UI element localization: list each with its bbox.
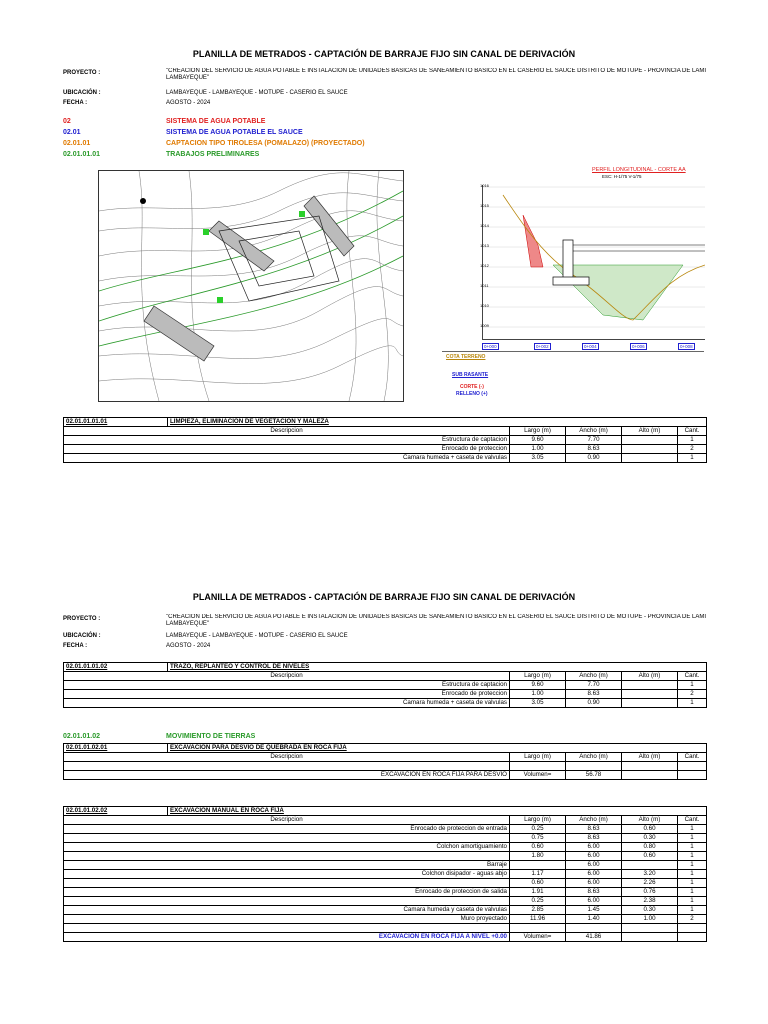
t4-r4-alto <box>622 861 678 870</box>
t1-r2-largo: 3.05 <box>510 454 566 463</box>
station-4: 0+008 <box>680 344 693 349</box>
t4-empty-largo <box>510 924 566 933</box>
t4-r10-desc: Muro proyectado <box>64 915 510 924</box>
t2-r1-cant: 2 <box>678 690 707 699</box>
t4-r0-desc: Enrocado de proteccion de entrada <box>64 825 510 834</box>
row-sub-rasante: SUB RASANTE <box>452 372 489 378</box>
sheet1-title: PLANILLA DE METRADOS - CAPTACIÓN DE BARRAJE FIJO SIN CANAL DE DERIVACIÓN <box>192 49 576 59</box>
t2-r0-ancho: 7.70 <box>566 681 622 690</box>
t4-r0-largo: 0.25 <box>510 825 566 834</box>
t4-r9-alto: 0.30 <box>622 906 678 915</box>
t4-r8-cant: 1 <box>678 897 707 906</box>
table-excavacion-desvio <box>63 743 707 780</box>
station-1: 0+002 <box>536 344 549 349</box>
station-2: 0+004 <box>584 344 597 349</box>
t1-r1-cant: 2 <box>678 445 707 454</box>
proyecto-label-2: PROYECTO : <box>63 616 101 622</box>
t1-r2-desc: Camara humeda + caseta de valvulas <box>64 454 510 463</box>
table-trazo <box>63 662 707 708</box>
t1-code: 02.01.01.01.01 <box>64 418 168 427</box>
t4-code: 02.01.01.02.02 <box>64 807 168 816</box>
t3-empty-desc <box>64 762 510 771</box>
t4-r3-alto: 0.60 <box>622 852 678 861</box>
t4-r6-largo: 0.60 <box>510 879 566 888</box>
t3-empty-alto <box>622 762 678 771</box>
proyecto-line1-2: "CREACION DEL SERVICIO DE AGUA POTABLE E INSTALACIÓN DE UNIDADES BASICAS DE SANEAMIENTO BASICO EN EL CASERIO EL SAUCE DISTRITO DE MOTUPE - PROVINCIA DE LAMI <box>166 614 706 620</box>
table-row <box>64 690 707 699</box>
profile-title: PERFIL LONGITUDINAL - CORTE AA <box>592 167 686 173</box>
table-row <box>64 825 707 834</box>
fecha-label: FECHA : <box>63 100 88 106</box>
t4-r10-alto: 1.00 <box>622 915 678 924</box>
t4-r1-desc <box>64 834 510 843</box>
t4-empty-desc <box>64 924 510 933</box>
t4-r3-largo: 1.80 <box>510 852 566 861</box>
t2-name: TRAZO, REPLANTEO Y CONTROL DE NIVELES <box>168 663 707 672</box>
hier-name-3: TRABAJOS PRELIMINARES <box>166 151 260 158</box>
t4-r4-ancho: 6.00 <box>566 861 622 870</box>
t4-r6-desc <box>64 879 510 888</box>
t4-r10-largo: 11.96 <box>510 915 566 924</box>
table-row <box>64 771 707 780</box>
t4-total-cant <box>678 933 707 942</box>
table-limpieza <box>63 417 707 463</box>
t4-empty-alto <box>622 924 678 933</box>
t3-empty-cant <box>678 762 707 771</box>
table-row <box>64 681 707 690</box>
t1-r1-ancho: 8.63 <box>566 445 622 454</box>
t4-r9-desc: Camara humeda y caseta de valvulas <box>64 906 510 915</box>
t2-r0-largo: 9.60 <box>510 681 566 690</box>
profile-drawing <box>442 165 706 402</box>
t4-r5-largo: 1.17 <box>510 870 566 879</box>
proyecto-label: PROYECTO : <box>63 70 101 76</box>
t2-h-cant: Cant. <box>678 672 707 681</box>
profile-plot <box>482 185 705 340</box>
t4-empty-cant <box>678 924 707 933</box>
t4-r8-alto: 2.38 <box>622 897 678 906</box>
elev-3: 1013 <box>480 243 489 248</box>
section-name: MOVIMIENTO DE TIERRAS <box>166 733 256 740</box>
t3-h-ancho: Ancho (m) <box>566 753 622 762</box>
fecha-value-2: AGOSTO - 2024 <box>166 643 211 649</box>
t4-r9-ancho: 1.45 <box>566 906 622 915</box>
t4-r4-largo <box>510 861 566 870</box>
t3-vol-value: 56.78 <box>566 771 622 780</box>
t4-r0-alto: 0.60 <box>622 825 678 834</box>
t2-r1-largo: 1.00 <box>510 690 566 699</box>
t2-r0-desc: Estructura de captacion <box>64 681 510 690</box>
t4-h-alto: Alto (m) <box>622 816 678 825</box>
station-0: 0+000 <box>484 344 497 349</box>
elev-2: 1014 <box>480 223 489 228</box>
t1-r2-ancho: 0.90 <box>566 454 622 463</box>
t4-r7-largo: 1.91 <box>510 888 566 897</box>
site-plan-svg <box>99 171 403 401</box>
t2-r2-cant: 1 <box>678 699 707 708</box>
t2-r1-desc: Enrocado de proteccion <box>64 690 510 699</box>
table-row <box>64 852 707 861</box>
table-row <box>64 445 707 454</box>
t3-name: EXCAVACION PARA DESVIO DE QUEBRADA EN ROCA FIJA <box>168 744 707 753</box>
elev-1: 1015 <box>480 203 489 208</box>
t2-r1-ancho: 8.63 <box>566 690 622 699</box>
table-row <box>64 861 707 870</box>
elev-0: 1016 <box>480 183 489 188</box>
table-row <box>64 906 707 915</box>
t2-r0-cant: 1 <box>678 681 707 690</box>
ubicacion-value: LAMBAYEQUE - LAMBAYEQUE - MOTUPE - CASERIO EL SAUCE <box>166 90 348 96</box>
t2-h-ancho: Ancho (m) <box>566 672 622 681</box>
t1-r0-ancho: 7.70 <box>566 436 622 445</box>
table-row <box>64 924 707 933</box>
table-row <box>64 915 707 924</box>
t4-r3-cant: 1 <box>678 852 707 861</box>
table-row <box>64 834 707 843</box>
t4-r8-ancho: 6.00 <box>566 897 622 906</box>
t4-r6-ancho: 6.00 <box>566 879 622 888</box>
row-cota-terreno: COTA TERRENO <box>446 354 486 360</box>
t4-r9-cant: 1 <box>678 906 707 915</box>
t3-h-alto: Alto (m) <box>622 753 678 762</box>
t4-r5-desc: Colchon disipador - aguas abjo <box>64 870 510 879</box>
t4-r2-desc: Colchon amortiguamiento <box>64 843 510 852</box>
t4-r7-alto: 0.76 <box>622 888 678 897</box>
t4-r4-desc: Barraje <box>64 861 510 870</box>
t1-r1-alto <box>622 445 678 454</box>
row-corte: CORTE (-) <box>460 384 484 390</box>
table-row <box>64 879 707 888</box>
t1-r0-desc: Estructura de captacion <box>64 436 510 445</box>
t4-r2-largo: 0.60 <box>510 843 566 852</box>
t4-h-ancho: Ancho (m) <box>566 816 622 825</box>
ubicacion-label-2: UBICACIÓN : <box>63 633 101 639</box>
t4-r2-alto: 0.80 <box>622 843 678 852</box>
t2-r2-ancho: 0.90 <box>566 699 622 708</box>
profile-scale: ESC: H-1/75 V-1/75 <box>602 174 642 179</box>
t3-total-cant <box>678 771 707 780</box>
t2-r2-largo: 3.05 <box>510 699 566 708</box>
t4-r4-cant: 1 <box>678 861 707 870</box>
elev-4: 1012 <box>480 263 489 268</box>
elev-5: 1011 <box>480 283 489 288</box>
t4-r7-desc: Enrocado de proteccion de salida <box>64 888 510 897</box>
proyecto-line2-2: LAMBAYEQUE" <box>166 621 210 627</box>
t1-r2-alto <box>622 454 678 463</box>
t1-r1-largo: 1.00 <box>510 445 566 454</box>
t4-h-cant: Cant. <box>678 816 707 825</box>
t4-r2-cant: 1 <box>678 843 707 852</box>
t3-total-label: EXCAVACION EN ROCA FIJA PARA DESVIO <box>64 771 510 780</box>
t4-r1-largo: 0.75 <box>510 834 566 843</box>
t3-empty-largo <box>510 762 566 771</box>
t4-name: EXCAVACION MANUAL EN ROCA FIJA <box>168 807 707 816</box>
t4-r9-largo: 2.85 <box>510 906 566 915</box>
t4-r0-cant: 1 <box>678 825 707 834</box>
t4-empty-ancho <box>566 924 622 933</box>
t4-r0-ancho: 8.63 <box>566 825 622 834</box>
table-row <box>64 933 707 942</box>
hier-name-2: CAPTACION TIPO TIROLESA (POMALAZO) (PROYECTADO) <box>166 140 365 147</box>
hier-name-1: SISTEMA DE AGUA POTABLE EL SAUCE <box>166 129 303 136</box>
t1-r2-cant: 1 <box>678 454 707 463</box>
hier-code-2: 02.01.01 <box>63 140 91 147</box>
t2-h-largo: Largo (m) <box>510 672 566 681</box>
t3-h-largo: Largo (m) <box>510 753 566 762</box>
t3-h-desc: Descripcion <box>64 753 510 762</box>
t4-r8-desc <box>64 897 510 906</box>
t3-vol-label: Volumen= <box>510 771 566 780</box>
t2-r1-alto <box>622 690 678 699</box>
station-3: 0+006 <box>632 344 645 349</box>
t4-body <box>64 825 707 924</box>
t1-h-largo: Largo (m) <box>510 427 566 436</box>
table-row <box>64 454 707 463</box>
t2-r2-desc: Camara humeda + caseta de valvulas <box>64 699 510 708</box>
fecha-value: AGOSTO - 2024 <box>166 100 211 106</box>
t4-r2-ancho: 6.00 <box>566 843 622 852</box>
profile-svg <box>483 185 705 339</box>
ubicacion-label: UBICACIÓN : <box>63 90 101 96</box>
elev-7: 1009 <box>480 323 489 328</box>
t4-r1-ancho: 8.63 <box>566 834 622 843</box>
t1-h-alto: Alto (m) <box>622 427 678 436</box>
t4-total-label: EXCAVACION EN ROCA FIJA A NIVEL +0.00 <box>64 933 510 942</box>
sheet2-title: PLANILLA DE METRADOS - CAPTACIÓN DE BARRAJE FIJO SIN CANAL DE DERIVACIÓN <box>192 592 576 602</box>
t2-r2-alto <box>622 699 678 708</box>
t1-h-ancho: Ancho (m) <box>566 427 622 436</box>
table-row <box>64 699 707 708</box>
hier-code-0: 02 <box>63 118 71 125</box>
table-row <box>64 762 707 771</box>
t4-vol-value: 41.86 <box>566 933 622 942</box>
t1-name: LIMPIEZA, ELIMINACION DE VEGETACION Y MALEZA <box>168 418 707 427</box>
t1-h-desc: Descripcion <box>64 427 510 436</box>
t4-r10-cant: 2 <box>678 915 707 924</box>
t4-total-alto <box>622 933 678 942</box>
t1-r0-alto <box>622 436 678 445</box>
t4-r3-ancho: 6.00 <box>566 852 622 861</box>
ubicacion-value-2: LAMBAYEQUE - LAMBAYEQUE - MOTUPE - CASERIO EL SAUCE <box>166 633 348 639</box>
hier-code-3: 02.01.01.01 <box>63 151 100 158</box>
row-relleno: RELLENO (+) <box>456 391 488 397</box>
t4-r5-cant: 1 <box>678 870 707 879</box>
t4-r5-alto: 3.20 <box>622 870 678 879</box>
section-code: 02.01.01.02 <box>63 733 100 740</box>
hier-code-1: 02.01 <box>63 129 81 136</box>
table-row <box>64 897 707 906</box>
table-row <box>64 870 707 879</box>
hier-name-0: SISTEMA DE AGUA POTABLE <box>166 118 266 125</box>
t4-r5-ancho: 6.00 <box>566 870 622 879</box>
t4-h-desc: Descripcion <box>64 816 510 825</box>
table-row <box>64 888 707 897</box>
t3-h-cant: Cant. <box>678 753 707 762</box>
profile-table <box>442 351 704 400</box>
t4-h-largo: Largo (m) <box>510 816 566 825</box>
t2-h-desc: Descripcion <box>64 672 510 681</box>
t4-r1-alto: 0.30 <box>622 834 678 843</box>
t4-r1-cant: 1 <box>678 834 707 843</box>
t4-r6-cant: 1 <box>678 879 707 888</box>
t4-r7-cant: 1 <box>678 888 707 897</box>
t1-r1-desc: Enrocado de proteccion <box>64 445 510 454</box>
proyecto-line2: LAMBAYEQUE" <box>166 75 210 81</box>
t3-code: 02.01.01.02.01 <box>64 744 168 753</box>
t4-r7-ancho: 8.63 <box>566 888 622 897</box>
t4-r3-desc <box>64 852 510 861</box>
t2-r0-alto <box>622 681 678 690</box>
site-plan-drawing <box>98 170 404 402</box>
table-row <box>64 843 707 852</box>
t1-r0-largo: 9.60 <box>510 436 566 445</box>
fecha-label-2: FECHA : <box>63 643 88 649</box>
t1-r0-cant: 1 <box>678 436 707 445</box>
t3-total-alto <box>622 771 678 780</box>
t3-empty-ancho <box>566 762 622 771</box>
t4-r6-alto: 2.26 <box>622 879 678 888</box>
table-row <box>64 436 707 445</box>
elev-6: 1010 <box>480 303 489 308</box>
t4-r8-largo: 0.25 <box>510 897 566 906</box>
t4-vol-label: Volumen= <box>510 933 566 942</box>
t2-h-alto: Alto (m) <box>622 672 678 681</box>
t1-h-cant: Cant. <box>678 427 707 436</box>
proyecto-line1: "CREACION DEL SERVICIO DE AGUA POTABLE E INSTALACIÓN DE UNIDADES BASICAS DE SANEAMIENTO BASICO EN EL CASERIO EL SAUCE DISTRITO DE MOTUPE - PROVINCIA DE LAMI <box>166 68 706 74</box>
t4-r10-ancho: 1.40 <box>566 915 622 924</box>
table-excavacion-manual <box>63 806 707 942</box>
t2-code: 02.01.01.01.02 <box>64 663 168 672</box>
